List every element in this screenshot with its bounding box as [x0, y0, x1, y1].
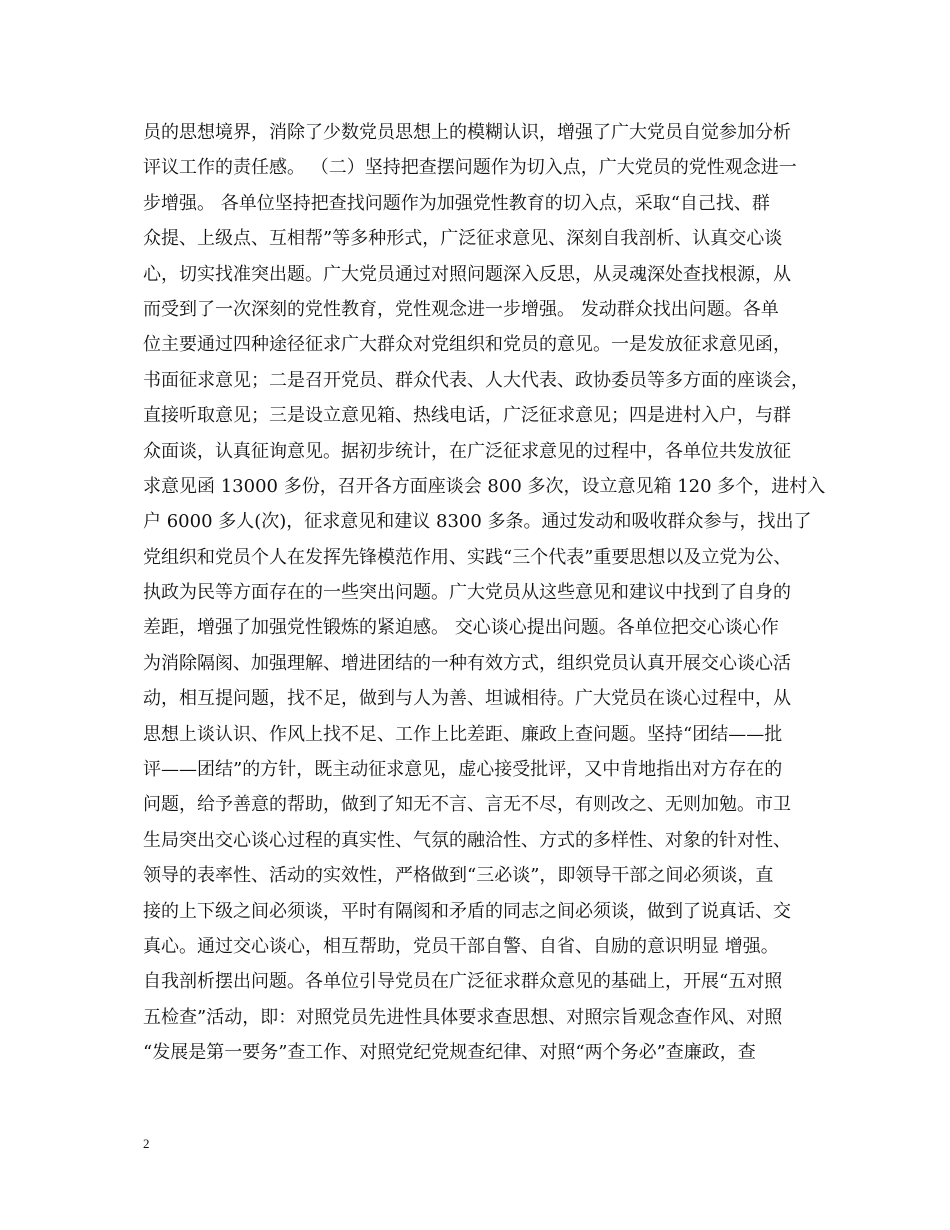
text-line: 思想上谈认识、作风上找不足、工作上比差距、廉政上查问题。坚持“团结——批 — [143, 723, 783, 745]
text-line: 动，相互提问题，找不足，做到与人为善、坦诚相待。广大党员在谈心过程中，从 — [143, 688, 791, 710]
text-line: 心，切实找准突出题。广大党员通过对照问题深入反思，从灵魂深处查找根源，从 — [143, 263, 791, 285]
text-line: 领导的表率性、活动的实效性，严格做到“三必谈”，即领导干部之间必须谈，直 — [143, 865, 774, 887]
body-text — [143, 115, 833, 1071]
text-line: “发展是第一要务”查工作、对照党纪党规查纪律、对照“两个务必”查廉政，查 — [143, 1042, 756, 1064]
text-line: 问题，给予善意的帮助，做到了知无不言、言无不尽，有则改之、无则加勉。市卫 — [143, 794, 791, 816]
text-line: 位主要通过四种途径征求广大群众对党组织和党员的意见。一是发放征求意见函， — [143, 334, 791, 356]
text-line: 五检查”活动，即：对照党员先进性具体要求查思想、对照宗旨观念查作风、对照 — [143, 1006, 783, 1028]
text-line: 求意见函 13000 多份，召开各方面座谈会 800 多次，设立意见箱 120 多个，进村入 — [143, 475, 826, 497]
text-line: 评——团结”的方针，既主动征求意见，虚心接受批评，又中肯地指出对方存在的 — [143, 759, 783, 781]
text-line: 真心。通过交心谈心，相互帮助，党员干部自警、自省、自励的意识明显 增强。 — [143, 935, 779, 957]
text-line: 党组织和党员个人在发挥先锋模范作用、实践“三个代表”重要思想以及立党为公、 — [143, 546, 792, 568]
text-line: 而受到了一次深刻的党性教育，党性观念进一步增强。 发动群众找出问题。各单 — [143, 298, 779, 320]
text-line: 员的思想境界，消除了少数党员思想上的模糊认识，增强了广大党员自觉参加分析 — [143, 122, 791, 143]
text-line: 为消除隔阂、加强理解、增进团结的一种有效方式，组织党员认真开展交心谈心活 — [143, 652, 791, 674]
text-line: 评议工作的责任感。 （二）坚持把查摆问题作为切入点，广大党员的党性观念进一 — [143, 157, 797, 179]
text-line: 直接听取意见；三是设立意见箱、热线电话，广泛征求意见；四是进村入户，与群 — [143, 405, 791, 427]
text-line: 步增强。 各单位坚持把查找问题作为加强党性教育的切入点，采取“自己找、群 — [143, 192, 770, 214]
text-line: 生局突出交心谈心过程的真实性、气氛的融洽性、方式的多样性、对象的针对性、 — [143, 829, 791, 851]
text-line: 差距，增强了加强党性锻炼的紧迫感。 交心谈心提出问题。各单位把交心谈心作 — [143, 617, 779, 639]
text-line: 接的上下级之间必须谈，平时有隔阂和矛盾的同志之间必须谈，做到了说真话、交 — [143, 900, 791, 922]
text-line: 书面征求意见；二是召开党员、群众代表、人大代表、政协委员等多方面的座谈会， — [143, 369, 809, 391]
text-line: 自我剖析摆出问题。各单位引导党员在广泛征求群众意见的基础上，开展“五对照 — [143, 971, 783, 993]
text-line: 执政为民等方面存在的一些突出问题。广大党员从这些意见和建议中找到了自身的 — [143, 582, 791, 604]
text-line: 众提、上级点、互相帮”等多种形式，广泛征求意见、深刻自我剖析、认真交心谈 — [143, 228, 783, 250]
text-line: 户 6000 多人(次)，征求意见和建议 8300 多条。通过发动和吸收群众参与，找出了 — [143, 511, 812, 533]
text-line: 众面谈，认真征询意见。据初步统计，在广泛征求意见的过程中，各单位共发放征 — [143, 440, 791, 462]
page-number: 2 — [143, 1136, 150, 1151]
